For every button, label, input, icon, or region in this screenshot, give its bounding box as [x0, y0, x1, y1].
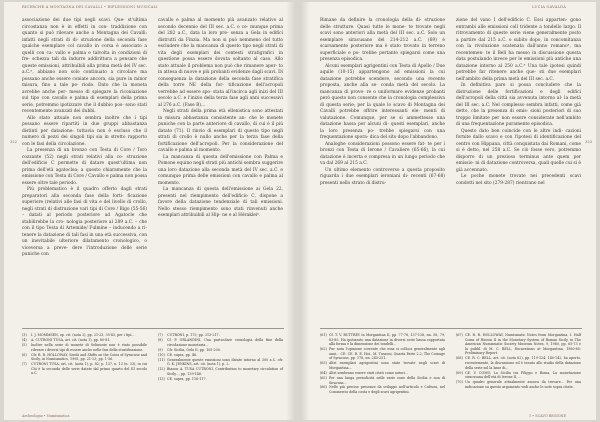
footnote: (12) Bianca A. TUSA CUTRONI, Contribution to monetary circulation of Sicily..., pp. 139-146. — [158, 367, 283, 376]
text-column-2 — [158, 18, 283, 259]
page-number: 322 — [10, 140, 17, 144]
footnotes — [320, 328, 582, 395]
footnote: (10) CE. supra, pp. 46. — [158, 352, 198, 357]
body-text — [320, 18, 582, 187]
left-page — [4, 2, 296, 420]
footnote: (70) Un quadro generale attualmente ancora da trovare... Per una indicazione su questo argomento vedi anche le note sopra citate. — [456, 380, 581, 389]
footnote: (13) CE. supra, pp. 116-117. — [158, 376, 207, 381]
paragraph: Allo stato attuale non sembra inoltre che i tipi possano essere ripartiti in due gruppi abbastanza distinti per datazione: tuttavia non è escluso che il numero di pezzi dei singoli tipi sia in stretto rapporto con le fasi della circolazione. — [22, 115, 147, 147]
paragraph: Questo dato ben coincide con le altre indi- cazioni fornite dallo scavo e con l'ipotesi di identificazione del centro con Hippana, città conquistata dai Romani, come si è detto, nel 258 a.C. Se ciò fosse vero, potremmo disporre di un prezioso terminus ante quem per emissio- ni di datazione controversa, quali quelle cui si è già accennato. — [456, 128, 581, 173]
footnote-column-1 — [22, 333, 147, 382]
text-column-1 — [320, 18, 445, 187]
footnote-column-2 — [158, 333, 283, 382]
paragraph: La mancanza di questa dell'emissione ai Gela 22, presenti nel riempimento dell'edificio C, dispone a favore della datazione tendenziale di tali emissioni. Nello stesso riempimento sono stati rinvenuti anche esemplari attribuibili al Hip- ne e al Hérakleiⁿ. — [158, 187, 283, 218]
page-footer: Archeologia • Numismatica — [22, 414, 70, 418]
gutter-shadow — [286, 2, 296, 420]
footnote: (7) CUTRONI, p. 175; pp. 213-217. — [158, 333, 220, 337]
paragraph: Rimane da definire la cronologia della di- struzione delle strutture. Quasi tutte le mone- te trovate negli scavi sono anteriori alla metà del III sec. a.C. Solo un esemplare siracusano del 214-212 a.C. (69) è scarsamente posteriore ma è stato trovato in terreno superficiale e po- trebbe pertanto spiegarsi come una presenza episodica. — [320, 18, 445, 62]
footnote-column-2 — [456, 333, 581, 395]
page-number: 323 — [585, 140, 592, 144]
footnote: (66) Nelle più precise presenze da sviluppo nell'articolo e Cultura, nel Commercio della costa e degli scavi agrigentini. — [320, 385, 445, 395]
text-column-1 — [22, 18, 147, 259]
footnote: (65) Per una lunga periodicità nelle varie zone della Sicilia e non di Siracusa... — [320, 375, 445, 385]
body-text — [22, 18, 284, 259]
footnote-column-1 — [320, 333, 445, 395]
footnote: (62) Pur nota l'opinione corrente che essa si colloca generalmente agli anni... CE. CE. R. E. Hoi., M. Tussoni, Quarta Parte 2.2, The Coinage of Syracuse, pp. 178, nn. 245-251. — [320, 347, 445, 361]
paragraph: Le poche monete trovate nei precedenti scavi condotti nel sito (279-287) rientrano nel — [456, 174, 581, 186]
text-column-2 — [456, 18, 581, 187]
paragraph: Alcuni esemplari agrigentini con Testa di Apollo / Due aquile (10-15) appartengono ad emissioni la cui datazione potrebbe scendere, secondo una recente proposta, anche alla se- conda metà del secolo. La mancanza di prove- re o uniformare evidenze probanti però questo non consente che la cronologia complessiva di questa serie; per la quale lo scavo di Montagna dei Cavalli potrebbe offrire interessanti ele- menti di valutazione. Comunque, per se si ammettesse una datazione bassa per alcuni di- questi esemplari, anche la loro presenza po- trebbe spiegarsi con una frequentazione spora- dica del sito dopo l'abbandono. — [320, 63, 445, 140]
paragraph: Più problematico è il quadro offerto dagli strati preparatori alla seconda fase della forti- ficazione superiore (relativi alle fasi di vita e del livello di crollo, negli strati di distruzione vari tipi di Core / Bigo (55-56) – datati al periodo posteriore ad Agatocle che stabilirebbe la cro- nologia posteriore al 289 a.C. – che con il tipo Testa di Artemide/ Fulmine – inducendo a ri- tenere la datazione di tali fasi in una età successiva, con un inevitabile ulteriore dilatamento cronologico, o viceversa a preve- dere l'introduzione delle serie puniche con — [22, 187, 147, 257]
page-footer: 1 • SCAVO REGIONE — [528, 414, 566, 418]
footnote: (61) Cf. T. V. BUTTREY in Morgantina II, pp. 77-78, 137-138, nn. 58, 79, 83-85. Ha ipotizzato una datazione in diversi serie bassa rapportata alla forma e la dimensione dei tondelli... — [320, 333, 445, 347]
right-page — [300, 2, 596, 420]
footnotes — [22, 328, 284, 382]
footnote: (63) Altri esemplari agrigentini sono state trovate negli scavi di Morgantina... — [320, 361, 445, 370]
footnote: (64) Altri sembrano essere stati citati come autori... — [320, 370, 409, 375]
gutter-shadow — [300, 2, 310, 420]
paragraph: cavallo e palma al momento più avanzato relativo al secondo decennio del III sec. a.C. o ce- munque prima del 282 a.C., data la loro pre- senza a Gela in edifici distrutti da Finzia. Ma non si può nemmeno del tutto escludere che la mancanza di questo tipo negli strati di vita degli esemplari dei contesti stratigrafici in questione possa essere dovuta soltanto al caso. Allo stato attuale il problema non può che rimanere aper- to in attesa di nuove e più probanti evidenze dagli scavi. Di conseguenza la datazione della seconda fase stratifica della torre NE della for- tificazione dell'acropoli verrebbe ad essere spo- stata all'incirca agli inizi del III secolo a.C. e l'inizio della terza fase agli anni successivi al 276 a.C. (Fase B)... — [158, 18, 283, 108]
paragraph: La presenza di un bronzo con Testa di Core / Toro cozzante (52) negli strati relativi alla co- struzione dell'edificio C permette di datare quest'ultima non prima dell'età agatoclea; a questo chiaramente che la emissione con Testa di Core / Cavallo e palma non possa essere oltre tale periodo. — [22, 148, 147, 186]
footnote: (68) CE. R. C. BELL, art. cit. (nota 62), pp. 119-124, 140-142, ha aperto, recentemente, la discussione ed è tenuto allo studio della datazione della serie sul la base di... — [456, 356, 581, 370]
paragraph: Negli strati della prima età ellenistica sono attestati in misura abbastanza consistente an- che le monete puniche con la parte anteriore di cavallo, di cui è il più datato (71). Il rinvio di esemplari di questo tipo negli strati di crollo è nullo anche per la terza fase della fortificazione dell'acropoli. Per la considerazione del cavallo e palma al momento. — [158, 109, 283, 153]
footnote: (7) CUTRONI TUSA, art. cit. (nota 1), p. 82; p. 137, n. 13 (n. 33), in cui Chi è la seconda delle serie datate dal primo quarto del III secolo a.C. — [22, 362, 147, 376]
running-head: LUCIA GAVALDÀ — [532, 5, 566, 9]
paragraph: zione del vano I dell'edificio C. Essi apparten- gono entrambi alle emissioni coll tridente a tondello largo. Il ritrovamento di queste serie viene generalmente posto a partire dal 215 a.C. o subito dopo, in concomitanza con la rivoluzione scatenata dall'anno romanoⁿ, ma recentemen- te il Bell ha messo in discussione questa data postulando invece per le emissioni più antiche una datazione intorno al 250 a.C.ⁿ Una tale ipotesi quindi potrebbe far ritenere anche que- sti due esemplari nell'ambito della prima metà del III sec. a.C. — [456, 18, 581, 82]
paragraph: Analoghe considerazioni possono essere fat- te per i bronzi con Testa di Ierone / Cavaliere (65-66), la cui datazione è incerta e compresa in un lungo periodo che va dal 269 al 215 a.C. — [320, 141, 445, 166]
footnote: (8) Cf. P. ORLANDINI, Una particolare cronologia della fine della circolazione monetaria... — [158, 337, 283, 347]
footnote: (5) Inoltre nella serie di monete di Selinunte non è stato possibile rilevare i diversi tipi di essere anche nelle fasi della stratificazione. — [22, 342, 147, 352]
paragraph: In definitiva pare si possa concludere che la distruzione delle fortificazioni e degli edifici dell'acropoli della città sia avvenuta intorno al- la metà del III sec. a.C. Nel complesso sembra infatti, come già detto, che la presenza di emis- sioni posteriori di suo troppo limitate per non essere considerate nell'ambito di una frequentazione puramente episodica. — [456, 83, 581, 127]
footnote: (6) Cfr. R. R. HOLLOWAY, Seeds and Shifts on the Coins of Syracuse and Sicily, in Numismatics, 1995, pp. 21-23; pp. 1-56. — [22, 352, 147, 362]
footnote: (11) Generalmente queste emissioni sono datate intorno al 300 a.C. cfr. G. K. JENKINS, art. cit. (nota 1), p. 2. — [158, 357, 283, 367]
footnote: (9) Cfr. Sicilia, Gela II, pp. 105-200. — [158, 347, 221, 352]
footnote: (69) CE. V. COMO, La Sicilia tra Filippo e Roma, La monetazione siracusana dell'età di Ierone II, ... — [456, 370, 581, 380]
running-head: RICERCHE A MONTAGNA DEI CAVALLI • RIFLESSIONI MUSICALI — [22, 5, 158, 9]
footnote: (3) I. J. MOMMSEN, op. cit. (nota 2), pp. 21-23, 35-43, per i tipi... — [22, 333, 135, 337]
paragraph: Un ultimo elemento controverso a questa proposito riguarda i due esemplari ieroniani di- recenti (67-68) presenti nello strato di distru- — [320, 167, 445, 186]
footnote: (4) A. CUTRONI TUSA, art. cit. (nota 1), pp. 80-81. — [22, 337, 111, 342]
paragraph: La mancanza di questa dell'emissione con Palma e Pomone equino negli strati più antichi sembra suggerire una loro datazione alla seconda metà del IV sec. a.C. e comunque prima delle emissioni con cavallo e palma al momento. — [158, 154, 283, 186]
paragraph: associazione dei due tipi negli scavi. Que- st'ultima circostanza non è in effetti in con- traddizione con quanto si può rilevare anche a Montagna dei Cavalli: infatti negli strati di di- struzione della seconda fase qualche esemplare col cavallo in corsa è associato a quelli con ca- vallo e palma e talvolta in condizioni di fre- schezza tali da indurre addirittura a pensare che queste emissioni, attribuibili alla prima metà del IV sec. a.C.ⁿ, abbiano non solo continuato a circolare ma possano anche essere coniate ancora, sia pure in minor misura, fino a tale pe- riodo. Dato che la moneta avrebbe anche per- messo di spiegare la riconiazione sul tipo con cavallo e palma di esemplari della prima serie, potremmo ipotizzare che il dubbio pos- sono stati recentemente avanzati dei dubbi. — [22, 18, 147, 114]
footnote: (67) CE. R. R. HOLLOWAY, Numismatic Notes from Morgantina, I. Half Coins of Hieron II in the Monetary System of Roman Sicily, in The American Numismatic Society Museum Notes, 9, 1960, pp. 65-73 e la pubbl. di M. C. BELL, Excavations at Morgantina, 1980-85: Preliminary Report. — [456, 333, 581, 356]
